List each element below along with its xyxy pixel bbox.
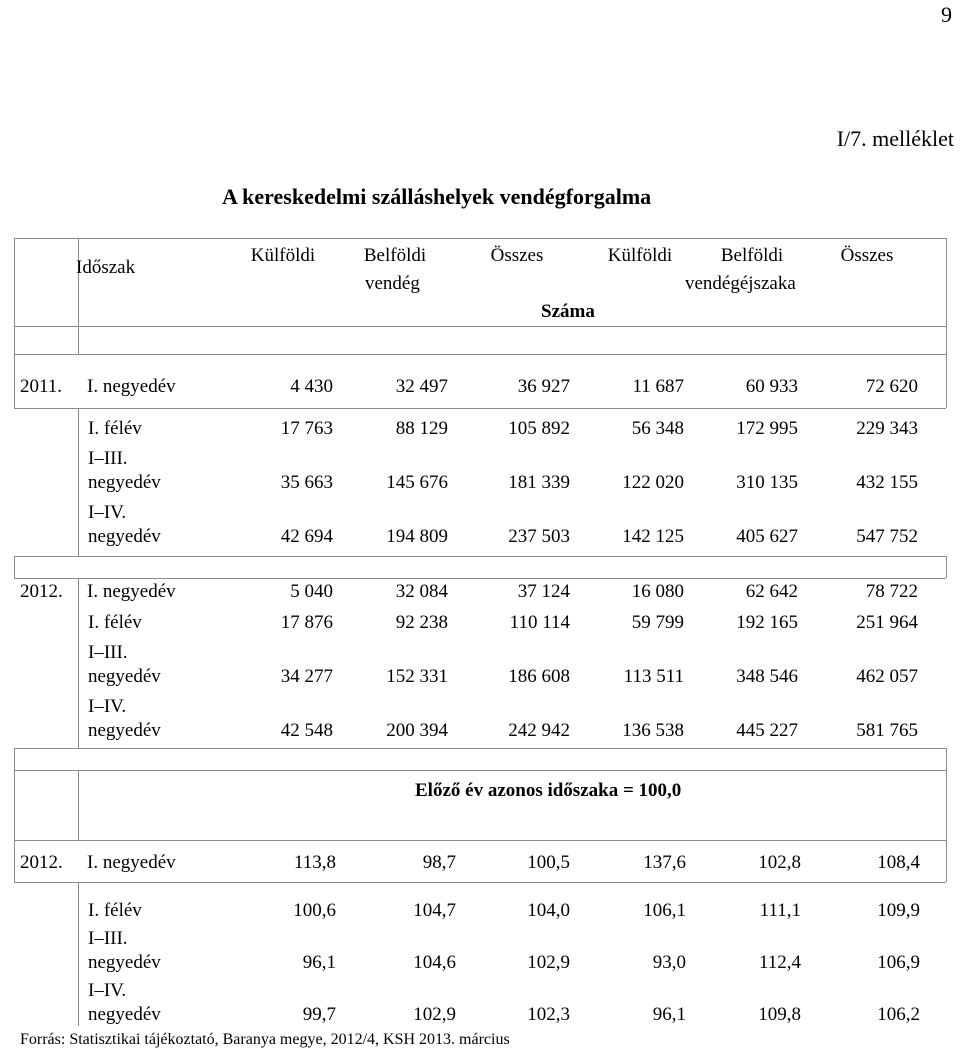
group-nights: vendégéjszaka — [685, 273, 796, 294]
annex-label: I/7. melléklet — [836, 126, 954, 151]
row-index-value-cell: 137,6 — [643, 852, 686, 873]
row-2012-value-cell: 445 227 — [736, 720, 798, 741]
row-2012-year-label: 2012. — [20, 581, 63, 602]
row-2011-value-cell: 32 497 — [395, 376, 448, 397]
row-index-value-cell: 104,0 — [527, 900, 570, 921]
grid-vline — [946, 354, 947, 408]
row-2011-value-cell: 432 155 — [856, 472, 918, 493]
row-2011-value-cell: 4 430 — [290, 376, 333, 397]
grid-vline — [14, 840, 15, 882]
grid-vline — [78, 770, 79, 840]
row-index-value-cell: 111,1 — [759, 900, 801, 921]
row-index-value-cell: 113,8 — [293, 852, 336, 873]
grid-vline — [946, 238, 947, 354]
grid-hline — [14, 882, 946, 883]
row-2011-value-cell: 405 627 — [736, 526, 798, 547]
row-2012-value-cell: 113 511 — [623, 666, 684, 687]
row-2012-period-label-2: negyedév — [88, 720, 161, 741]
grid-hline — [14, 354, 946, 355]
row-2012-value-cell: 186 608 — [508, 666, 570, 687]
row-2012-value-cell: 17 876 — [280, 612, 333, 633]
row-index-value-cell: 98,7 — [422, 852, 456, 873]
column-header-2: Belföldi — [363, 245, 427, 266]
grid-hline — [14, 748, 946, 749]
source-note: Forrás: Statisztikai tájékoztató, Baranya megye, 2012/4, KSH 2013. március — [20, 1031, 510, 1048]
row-index-value-cell: 102,8 — [758, 852, 801, 873]
row-2011-value-cell: 105 892 — [508, 418, 570, 439]
row-index-value-cell: 106,2 — [877, 1004, 920, 1025]
index-title: Előző év azonos időszaka = 100,0 — [415, 780, 682, 801]
row-2011-value-cell: 72 620 — [865, 376, 918, 397]
group-guests: vendég — [365, 273, 420, 294]
row-2012-period-label: I. félév — [88, 612, 142, 633]
grid-vline — [78, 578, 79, 748]
row-2011-value-cell: 229 343 — [856, 418, 918, 439]
row-2011-value-cell: 35 663 — [280, 472, 333, 493]
row-index-year-label: 2012. — [20, 852, 63, 873]
row-index-value-cell: 96,1 — [302, 952, 336, 973]
grid-vline — [14, 354, 15, 408]
grid-hline — [14, 770, 946, 771]
row-2011-value-cell: 237 503 — [508, 526, 570, 547]
row-2012-period-label: I–IV. — [88, 696, 127, 717]
row-2011-value-cell: 122 020 — [622, 472, 684, 493]
row-2012-value-cell: 200 394 — [386, 720, 448, 741]
row-2011-period-label: I. félév — [88, 418, 142, 439]
row-index-value-cell: 99,7 — [302, 1004, 336, 1025]
row-2012-value-cell: 92 238 — [395, 612, 448, 633]
row-index-period-label-2: negyedév — [88, 952, 161, 973]
row-2012-value-cell: 34 277 — [280, 666, 333, 687]
row-2011-value-cell: 142 125 — [622, 526, 684, 547]
row-index-period-label-2: negyedév — [88, 1004, 161, 1025]
row-index-period-label: I. félév — [88, 900, 142, 921]
row-2012-value-cell: 581 765 — [856, 720, 918, 741]
row-index-value-cell: 102,9 — [527, 952, 570, 973]
row-2012-value-cell: 242 942 — [508, 720, 570, 741]
grid-vline — [946, 556, 947, 578]
row-2011-value-cell: 11 687 — [632, 376, 684, 397]
grid-vline — [14, 748, 15, 840]
row-index-period-label: I–IV. — [88, 980, 127, 1001]
row-index-value-cell: 96,1 — [652, 1004, 686, 1025]
row-2012-value-cell: 136 538 — [622, 720, 684, 741]
row-2011-value-cell: 172 995 — [736, 418, 798, 439]
row-2011-value-cell: 181 339 — [508, 472, 570, 493]
grid-hline — [14, 578, 946, 579]
column-header-5: Belföldi — [720, 245, 784, 266]
row-2011-value-cell: 88 129 — [395, 418, 448, 439]
unit-label: Száma — [541, 301, 595, 322]
row-index-value-cell: 104,7 — [413, 900, 456, 921]
row-index-value-cell: 93,0 — [652, 952, 686, 973]
row-2011-period-label: I–IV. — [88, 502, 127, 523]
row-2011-period-label: I. negyedév — [87, 376, 176, 397]
row-index-value-cell: 106,9 — [877, 952, 920, 973]
row-2012-value-cell: 5 040 — [290, 581, 333, 602]
row-2011-value-cell: 56 348 — [631, 418, 684, 439]
row-index-value-cell: 100,5 — [527, 852, 570, 873]
grid-hline — [14, 556, 946, 557]
grid-hline — [14, 840, 946, 841]
grid-vline — [14, 238, 15, 354]
column-header-4: Külföldi — [607, 245, 673, 266]
row-2012-value-cell: 42 548 — [280, 720, 333, 741]
grid-hline — [14, 408, 946, 409]
row-2011-value-cell: 145 676 — [386, 472, 448, 493]
row-2011-period-label-2: negyedév — [88, 472, 161, 493]
row-index-value-cell: 109,9 — [877, 900, 920, 921]
row-2011-period-label: I–III. — [88, 448, 128, 469]
row-index-value-cell: 104,6 — [413, 952, 456, 973]
column-header-1: Külföldi — [250, 245, 316, 266]
row-2012-period-label-2: negyedév — [88, 666, 161, 687]
row-index-value-cell: 102,9 — [413, 1004, 456, 1025]
row-index-value-cell: 108,4 — [877, 852, 920, 873]
row-2012-value-cell: 37 124 — [517, 581, 570, 602]
row-2011-value-cell: 17 763 — [280, 418, 333, 439]
page-number: 9 — [941, 2, 952, 27]
row-2012-value-cell: 78 722 — [865, 581, 918, 602]
grid-vline — [946, 748, 947, 840]
row-2012-value-cell: 16 080 — [631, 581, 684, 602]
row-index-value-cell: 106,1 — [643, 900, 686, 921]
row-index-period-label: I. negyedév — [87, 852, 176, 873]
grid-vline — [78, 238, 79, 354]
grid-vline — [78, 408, 79, 556]
row-2012-period-label: I. negyedév — [87, 581, 176, 602]
row-2012-value-cell: 348 546 — [736, 666, 798, 687]
row-2012-value-cell: 152 331 — [386, 666, 448, 687]
row-2012-value-cell: 32 084 — [395, 581, 448, 602]
row-2012-value-cell: 192 165 — [736, 612, 798, 633]
row-2011-period-label-2: negyedév — [88, 526, 161, 547]
row-2011-value-cell: 60 933 — [745, 376, 798, 397]
row-2011-value-cell: 194 809 — [386, 526, 448, 547]
row-index-value-cell: 102,3 — [527, 1004, 570, 1025]
row-2012-value-cell: 251 964 — [856, 612, 918, 633]
column-header-3: Összes — [490, 245, 544, 266]
row-2012-value-cell: 110 114 — [509, 612, 570, 633]
row-2012-value-cell: 62 642 — [745, 581, 798, 602]
row-2011-value-cell: 36 927 — [517, 376, 570, 397]
row-index-period-label: I–III. — [88, 928, 128, 949]
grid-vline — [946, 840, 947, 882]
row-index-value-cell: 100,6 — [293, 900, 336, 921]
row-2011-year-label: 2011. — [20, 376, 63, 397]
row-index-value-cell: 112,4 — [758, 952, 801, 973]
grid-vline — [78, 882, 79, 1026]
row-2011-value-cell: 547 752 — [856, 526, 918, 547]
row-2012-value-cell: 462 057 — [856, 666, 918, 687]
period-header: Időszak — [76, 257, 136, 278]
row-2012-period-label: I–III. — [88, 642, 128, 663]
row-index-value-cell: 109,8 — [758, 1004, 801, 1025]
grid-hline — [14, 326, 946, 327]
grid-hline — [14, 238, 946, 239]
row-2011-value-cell: 42 694 — [280, 526, 333, 547]
row-2011-value-cell: 310 135 — [736, 472, 798, 493]
row-2012-value-cell: 59 799 — [631, 612, 684, 633]
grid-vline — [14, 556, 15, 578]
table-title: A kereskedelmi szálláshelyek vendégforgalma — [222, 184, 652, 209]
column-header-6: Összes — [840, 245, 894, 266]
